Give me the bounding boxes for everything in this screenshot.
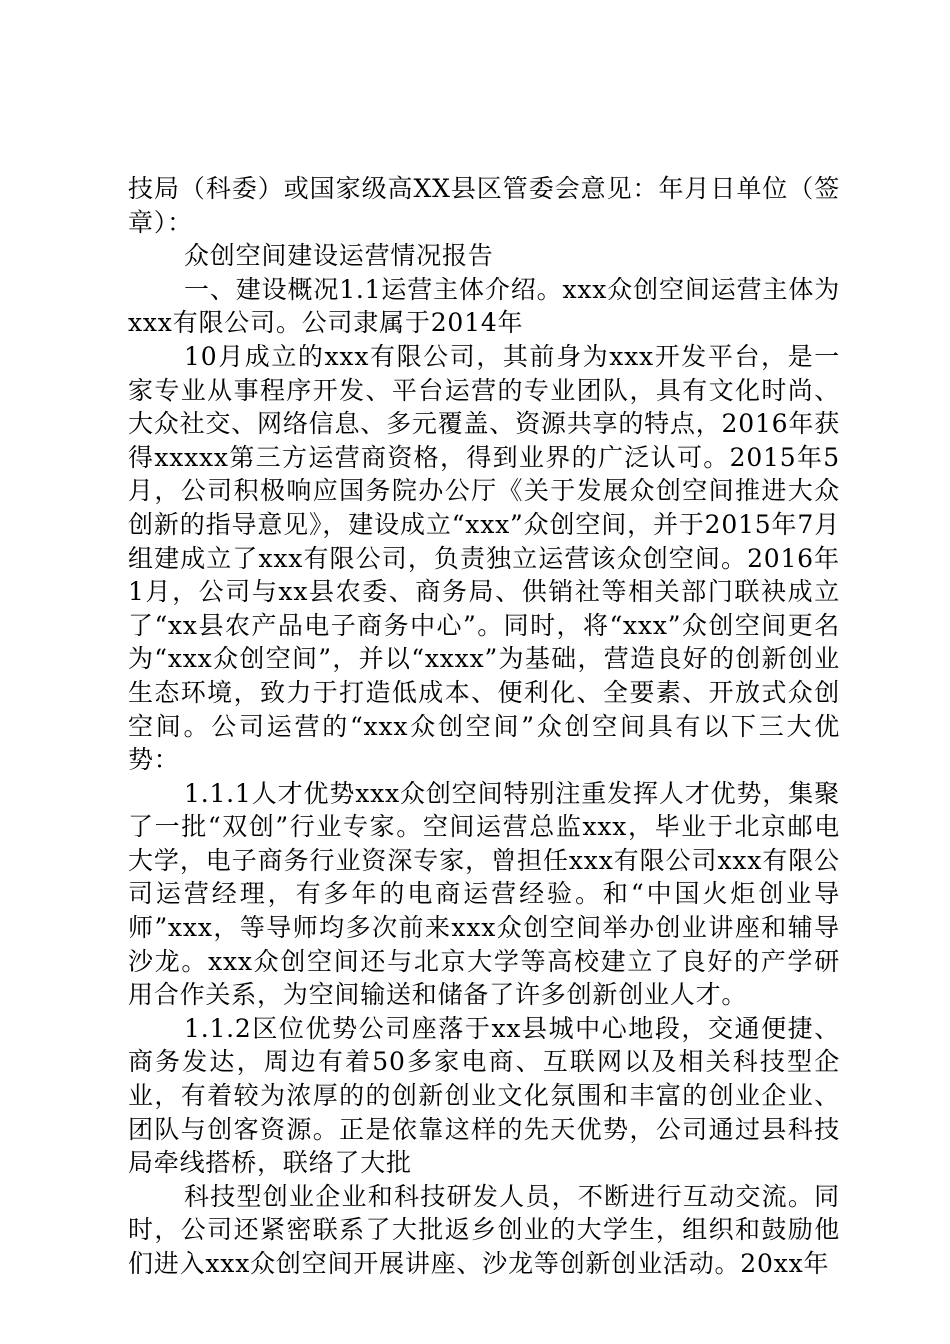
approval-line: 技局（科委）或国家级高XX县区管委会意见：年月日单位（签章）： <box>128 174 840 237</box>
paragraph-location-advantage: 1.1.2区位优势公司座落于xx县城中心地段，交通便捷、商务发达，周边有着50多家电商、互联网以及相关科技型企业，有着较为浓厚的的创新创业文化氛围和丰富的创业企业、团队与创客资源。正是依靠这样的先天优势，公司通过县科技局牵线搭桥，联络了大批 <box>128 1013 840 1178</box>
paragraph-overview: 一、建设概况1.1运营主体介绍。xxx众创空间运营主体为xxx有限公司。公司隶属于2014年 <box>128 274 840 338</box>
report-title: 众创空间建设运营情况报告 <box>184 241 494 271</box>
paragraph-company-history: 10月成立的xxx有限公司，其前身为xxx开发平台，是一家专业从事程序开发、平台运营的专业团队，具有文化时尚、大众社交、网络信息、多元覆盖、资源共享的特点，2016年获得xxxxx第三方运营商资格，得到业界的广泛认可。2015年5月，公司积极响应国务院办公厅《关于发展众创空间推进大众创新的指导意见》，建设成立“xxx”众创空间，并于2015年7月组建成立了xxx有限公司，负责独立运营该众创空间。2016年1月，公司与xx县农委、商务局、供销社等相关部门联袂成立了“xx县农产品电子商务中心”。同时，将“xxx”众创空间更名为“xxx众创空间”，并以“xxxx”为基础，营造良好的创新创业生态环境，致力于打造低成本、便利化、全要素、开放式众创空间。公司运营的“xxx众创空间”众创空间具有以下三大优势： <box>128 341 840 775</box>
document-body <box>128 172 840 1281</box>
paragraph-talent-advantage: 1.1.1人才优势xxx众创空间特别注重发挥人才优势，集聚了一批“双创”行业专家。空间运营总监xxx，毕业于北京邮电大学，电子商务行业资深专家，曾担任xxx有限公司xxx有限公司运营经理，有多年的电商运营经验。和“中国火炬创业导师”xxx，等导师均多次前来xxx众创空间举办创业讲座和辅导沙龙。xxx众创空间还与北京大学等高校建立了良好的产学研用合作关系，为空间输送和储备了许多创新创业人才。 <box>128 778 840 1010</box>
paragraph-exchange: 科技型创业企业和科技研发人员，不断进行互动交流。同时，公司还紧密联系了大批返乡创业的大学生，组织和鼓励他们进入xxx众创空间开展讲座、沙龙等创新创业活动。20xx年 <box>128 1181 840 1278</box>
